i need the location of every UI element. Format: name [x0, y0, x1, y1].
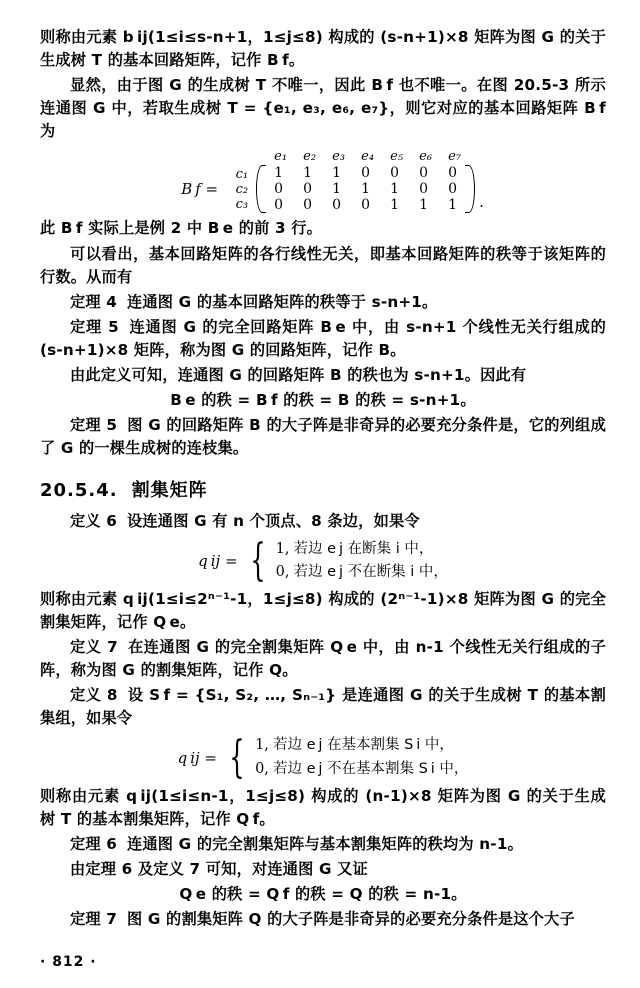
theorem-paragraph — [40, 833, 606, 856]
matrix-row-label: c₂ — [235, 181, 249, 197]
definition-paragraph — [40, 510, 606, 533]
paragraph: 则称由元素 b ij(1≤i≤s-n+1，1≤j≤8) 构成的 (s-n+1)×8 矩阵为图 G 的关于生成树 T 的基本回路矩阵，记作 B f。 — [40, 28, 606, 70]
matrix-cell: 1 — [448, 197, 458, 214]
cases-condition: 若边 e j 不在基本割集 S i 中， — [272, 760, 469, 777]
definition-paragraph — [40, 636, 606, 682]
matrix-cell: 1 — [303, 165, 313, 182]
matrix-cell: 1 — [274, 165, 284, 182]
cases-value: 1, — [275, 540, 290, 557]
cases-condition: 若边 e j 在基本割集 S i 中， — [272, 737, 454, 754]
theorem-paragraph — [40, 414, 606, 460]
matrix-cell: 0 — [361, 197, 371, 214]
display-equation: Q e 的秩 = Q f 的秩 = Q 的秩 = n-1。 — [179, 885, 467, 904]
matrix-row-label: c₃ — [235, 196, 249, 212]
matrix-cell: 0 — [419, 165, 429, 182]
matrix-cell: 0 — [303, 181, 313, 198]
paragraph: 则称由元素 q ij(1≤i≤n-1，1≤j≤8) 构成的 (n-1)×8 矩阵为图 G 的关于生成树 T 的基本割集矩阵，记作 Q f。 — [40, 786, 606, 828]
right-paren-icon — [467, 165, 477, 213]
section-heading — [40, 476, 606, 502]
left-brace-icon: { — [229, 731, 245, 783]
cases-value: 1, — [255, 737, 269, 754]
theorem-label: 定理 5 — [70, 416, 118, 435]
matrix-cell: 1 — [332, 181, 342, 198]
matrix-cell: 0 — [448, 181, 458, 198]
definition-paragraph — [40, 684, 606, 730]
matrix-trailing-punctuation: . — [479, 193, 484, 212]
theorem-text: 图 G 的割集矩阵 Q 的大子阵是非奇异的必要充分条件是这个大子 — [127, 910, 575, 929]
definition-text: 设 S f = {S₁, S₂, …, Sₙ₋₁} 是连通图 G 的关于生成树 T 的基本割集组，如果令 — [40, 686, 606, 728]
theorem-paragraph — [40, 316, 606, 362]
matrix-cell: 0 — [332, 197, 342, 214]
matrix-col-label: e₆ — [419, 149, 433, 165]
theorem-paragraph — [40, 908, 606, 931]
matrix-col-label: e₃ — [332, 149, 346, 165]
matrix-cell: 0 — [390, 165, 400, 182]
matrix-cell: 1 — [390, 197, 400, 214]
theorem-text: 连通图 G 的基本回路矩阵的秩等于 s-n+1。 — [127, 292, 438, 311]
matrix-lhs-label: B f = — [181, 180, 219, 199]
matrix-cells — [264, 165, 467, 213]
cases-row — [272, 538, 448, 561]
cases-equation — [40, 731, 606, 783]
matrix-row — [264, 181, 467, 197]
cases-value: 0, — [275, 563, 290, 580]
paragraph: 由此定义可知，连通图 G 的回路矩阵 B 的秩也为 s-n+1。因此有 — [70, 366, 527, 385]
section-title: 割集矩阵 — [131, 480, 208, 502]
definition-label: 定义 7 — [70, 638, 118, 657]
matrix-cell: 0 — [274, 181, 284, 198]
theorem-label: 定理 7 — [70, 910, 118, 929]
cases-row — [251, 758, 468, 781]
matrix-col-label: e₂ — [303, 149, 317, 165]
matrix-cell: 0 — [303, 197, 313, 214]
matrix-col-label: e₁ — [274, 149, 288, 165]
matrix-cell: 1 — [390, 181, 400, 198]
cases-condition: 若边 e j 不在断集 i 中， — [293, 563, 448, 580]
theorem-text: 图 G 的回路矩阵 B 的大子阵是非奇异的必要充分条件是，它的列组成了 G 的一棵生成树的连枝集。 — [40, 416, 607, 458]
matrix-row-labels — [222, 165, 254, 213]
paragraph: 可以看出，基本回路矩阵的各行线性无关，即基本回路矩阵的秩等于该矩阵的行数。从而有 — [40, 244, 606, 286]
matrix-display — [40, 149, 606, 213]
matrix-cell: 0 — [419, 181, 429, 198]
paragraph: 此 B f 实际上是例 2 中 B e 的前 3 行。 — [40, 219, 323, 238]
matrix-cell: 1 — [332, 165, 342, 182]
matrix-column-labels — [266, 149, 484, 164]
cases-value: 0, — [255, 760, 269, 777]
matrix-col-label: e₅ — [390, 149, 404, 165]
page-number: · 812 · — [40, 954, 97, 970]
cases-condition: 若边 e j 在断集 i 中， — [293, 540, 434, 557]
matrix-row-label: c₁ — [235, 166, 249, 182]
theorem-text: 连通图 G 的完全回路矩阵 B e 中，由 s-n+1 个线性无关行组成的 (s-n+1)×8 矩阵，称为图 G 的回路矩阵，记作 B。 — [40, 317, 606, 359]
matrix-cell: 1 — [419, 197, 429, 214]
cases-row — [251, 734, 468, 757]
paragraph: 显然，由于图 G 的生成树 T 不唯一，因此 B f 也不唯一。在图 20.5-3 所示连通图 G 中，若取生成树 T = {e₁, e₃, e₆, e₇}，则它对应的基本回路矩阵 B f 为 — [40, 76, 606, 141]
definition-text: 在连通图 G 的完全割集矩阵 Q e 中，由 n-1 个线性无关行组成的子阵，称为图 G 的割集矩阵，记作 Q。 — [40, 638, 606, 680]
theorem-label: 定理 6 — [70, 835, 118, 853]
theorem-label: 定理 5 — [70, 317, 119, 336]
cases-row — [272, 561, 448, 584]
matrix-cell: 0 — [361, 165, 371, 182]
matrix-cell: 1 — [361, 181, 371, 198]
theorem-text: 连通图 G 的完全割集矩阵与基本割集矩阵的秩均为 n-1。 — [127, 835, 523, 853]
theorem-label: 定理 4 — [70, 292, 118, 311]
display-equation: B e 的秩 = B f 的秩 = B 的秩 = s-n+1。 — [170, 391, 476, 410]
matrix-row — [264, 165, 467, 181]
cases-lhs: q ij = — [177, 748, 217, 767]
cases-lhs: q ij = — [198, 551, 238, 570]
section-number: 20.5.4. — [40, 480, 118, 502]
matrix-col-label: e₄ — [361, 149, 375, 165]
matrix-cell: 0 — [274, 197, 284, 214]
matrix-row — [264, 197, 467, 213]
cases-equation — [40, 534, 606, 586]
definition-text: 设连通图 G 有 n 个顶点、8 条边，如果令 — [127, 512, 420, 531]
definition-label: 定义 6 — [70, 512, 118, 531]
left-paren-icon — [254, 165, 264, 213]
theorem-paragraph — [40, 291, 606, 314]
left-brace-icon: { — [249, 534, 266, 586]
matrix-cell: 0 — [448, 165, 458, 182]
paragraph: 则称由元素 q ij(1≤i≤2ⁿ⁻¹-1，1≤j≤8) 构成的 (2ⁿ⁻¹-1)×8 矩阵为图 G 的完全割集矩阵，记作 Q e。 — [40, 589, 606, 631]
matrix-col-label: e₇ — [448, 149, 462, 165]
paragraph: 由定理 6 及定义 7 可知，对连通图 G 又证 — [70, 860, 368, 879]
definition-label: 定义 8 — [70, 686, 118, 705]
